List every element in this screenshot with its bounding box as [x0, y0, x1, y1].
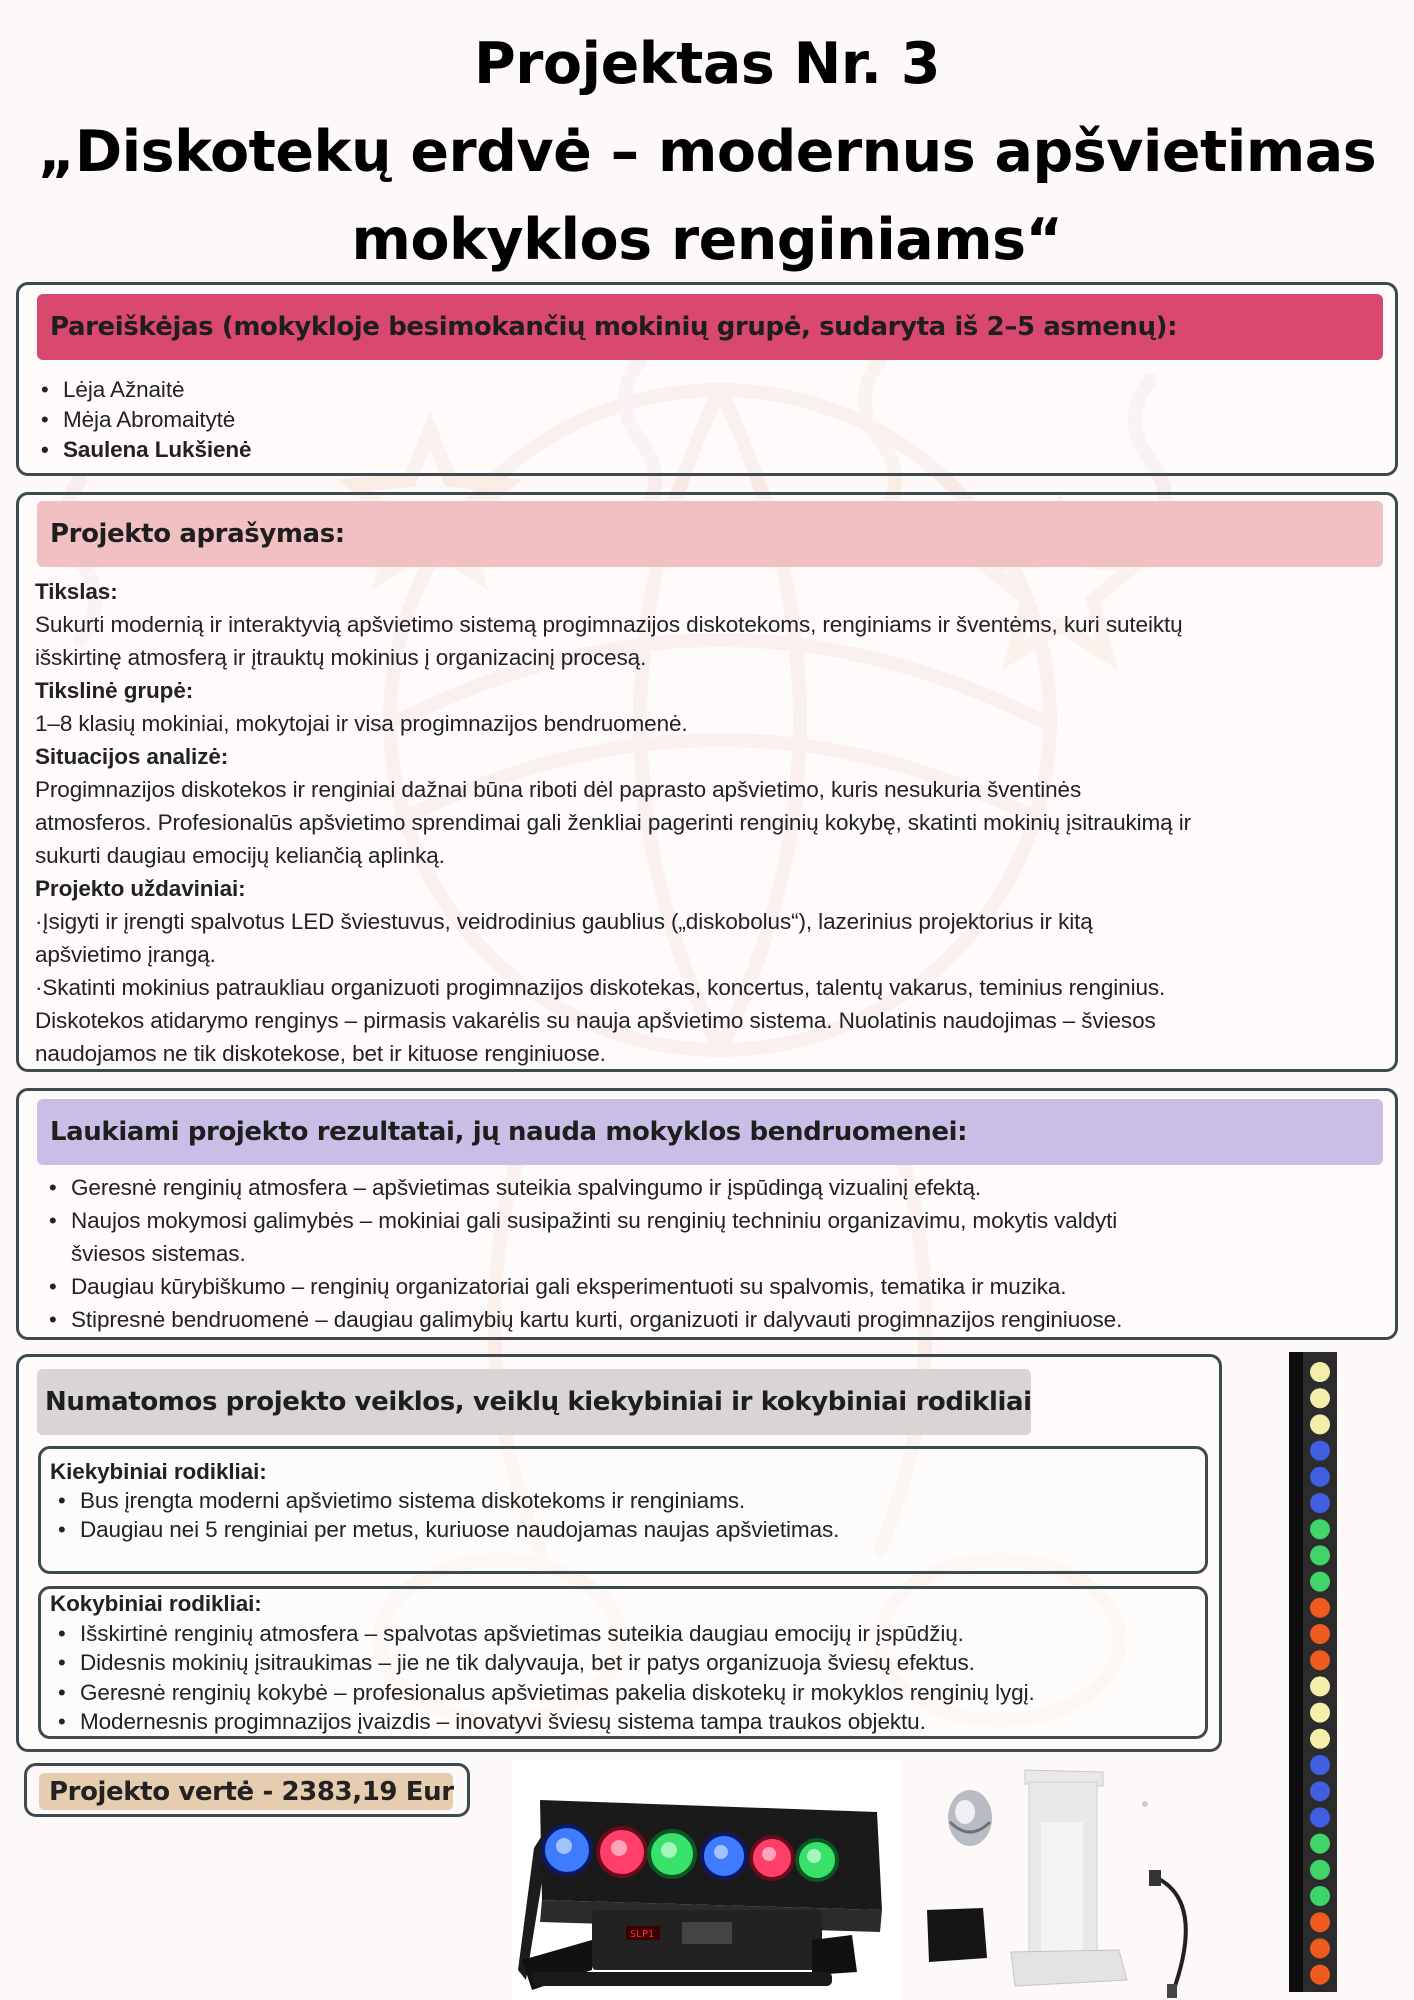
- led-dot: [1310, 1598, 1330, 1618]
- led-bar-icon: [512, 1760, 902, 2000]
- tasks-text-line: ·Įsigyti ir įrengti spalvotus LED šviestuvus, veidrodinius gaublius („diskobolus“), lazerinius projektorius ir kitą: [35, 909, 1093, 934]
- situation-label: Situacijos analizė:: [35, 744, 229, 769]
- quantitative-indicators-box: [38, 1446, 1208, 1574]
- qualitative-item: • Modernesnis progimnazijos įvaizdis – inovatyvi šviesų sistema tampa traukos objektu.: [50, 1707, 1035, 1737]
- led-dot: [1310, 1860, 1330, 1880]
- goal-label: Tikslas:: [35, 579, 118, 604]
- situation-text-line: atmosferos. Profesionalūs apšvietimo sprendimai gali ženkliai pagerinti renginių kokybę, skatinti mokinių įsitraukimą ir: [35, 810, 1192, 835]
- qualitative-item: • Išskirtinė renginių atmosfera – spalvotas apšvietimas suteikia daugiau emocijų ir įspūdžių.: [50, 1619, 1035, 1649]
- title-line-3: mokyklos renginiams“: [351, 207, 1063, 273]
- led-dot: [1310, 1807, 1330, 1827]
- led-dot: [1310, 1388, 1330, 1408]
- results-header: Laukiami projekto rezultatai, jų nauda mokyklos bendruomenei:: [37, 1099, 1383, 1165]
- quantitative-body: [50, 1457, 839, 1544]
- description-section: [16, 492, 1398, 1072]
- result-item: • Geresnė renginių atmosfera – apšvietimas suteikia spalvingumo ir įspūdingą vizualinį efektą.: [41, 1171, 1381, 1204]
- goal-text-line: Sukurti modernią ir interaktyvią apšvietimo sistemą progimnazijos diskotekoms, renginiams ir šventėms, kuri suteiktų: [35, 612, 1183, 637]
- title-line-1: Projektas Nr. 3: [474, 31, 940, 97]
- title-line-2: „Diskotekų erdvė – modernus apšvietimas: [37, 119, 1377, 185]
- qualitative-indicators-box: [38, 1586, 1208, 1739]
- led-dot: [1310, 1572, 1330, 1592]
- quantitative-item: • Daugiau nei 5 renginiai per metus, kuriuose naudojamas naujas apšvietimas.: [50, 1515, 839, 1544]
- vertical-led-bar-icon: [1285, 1352, 1347, 1992]
- quantitative-list: [50, 1486, 839, 1544]
- qualitative-item: • Geresnė renginių kokybė – profesionalus apšvietimas pakelia diskotekų ir mokyklos renginių lygį.: [50, 1678, 1035, 1708]
- results-list: [41, 1171, 1381, 1336]
- description-body: [35, 575, 1385, 1070]
- tasks-text-line: apšvietimo įrangą.: [35, 942, 216, 967]
- target-group-label: Tikslinė grupė:: [35, 678, 194, 703]
- vertical-led-bar-image: [1285, 1352, 1347, 1992]
- led-bar-light-image: [512, 1760, 902, 2000]
- disco-ball-stand-image: [905, 1762, 1235, 2000]
- led-dot: [1310, 1703, 1330, 1723]
- applicant-header: Pareiškėjas (mokykloje besimokančių mokinių grupė, sudaryta iš 2–5 asmenų):: [37, 294, 1383, 360]
- goal-text-line: išskirtinę atmosferą ir įtrauktų mokinius į organizacinį procesą.: [35, 645, 647, 670]
- led-dot: [1310, 1362, 1330, 1382]
- led-dot: [1310, 1886, 1330, 1906]
- tasks-text-line: ·Skatinti mokinius patraukliau organizuoti progimnazijos diskotekas, koncertus, talentų vakarus, teminius renginius.: [35, 975, 1166, 1000]
- qualitative-label: Kokybiniai rodikliai:: [50, 1591, 262, 1616]
- member-item: • Mėja Abromaitytė: [33, 405, 251, 435]
- result-item: • Naujos mokymosi galimybės – mokiniai gali susipažinti su renginių techniniu organizavimu, mokytis valdyti: [41, 1204, 1381, 1237]
- led-dot: [1310, 1834, 1330, 1854]
- activities-section: [16, 1354, 1222, 1752]
- quantitative-label: Kiekybiniai rodikliai:: [50, 1459, 267, 1484]
- description-header: Projekto aprašymas:: [37, 501, 1383, 567]
- led-dot: [1310, 1493, 1330, 1513]
- tasks-text-line: naudojamos ne tik diskotekose, bet ir kituose renginiuose.: [35, 1041, 606, 1066]
- results-section: [16, 1088, 1398, 1340]
- member-item: • Saulena Lukšienė: [33, 435, 251, 465]
- qualitative-body: [50, 1589, 1035, 1737]
- led-dot: [1310, 1414, 1330, 1434]
- tasks-text-line: Diskotekos atidarymo renginys – pirmasis vakarėlis su nauja apšvietimo sistema. Nuolatinis naudojimas – šviesos: [35, 1008, 1156, 1033]
- quantitative-item: • Bus įrengta moderni apšvietimo sistema diskotekoms ir renginiams.: [50, 1486, 839, 1515]
- applicant-members-list: [33, 375, 251, 465]
- qualitative-list: [50, 1619, 1035, 1737]
- project-value-label: Projekto vertė - 2383,19 Eur: [39, 1773, 453, 1810]
- led-dot: [1310, 1441, 1330, 1461]
- led-dot: [1310, 1676, 1330, 1696]
- page-title: [0, 20, 1414, 284]
- led-dot: [1310, 1519, 1330, 1539]
- led-dot: [1310, 1938, 1330, 1958]
- led-dot: [1310, 1965, 1330, 1985]
- project-value-box: [24, 1763, 470, 1817]
- led-dot: [1310, 1624, 1330, 1644]
- result-item: • Daugiau kūrybiškumo – renginių organizatoriai gali eksperimentuoti su spalvomis, tematika ir muzika.: [41, 1270, 1381, 1303]
- disco-ball-set-icon: [905, 1762, 1235, 2000]
- result-item-continuation: šviesos sistemas.: [71, 1241, 246, 1266]
- led-dot: [1310, 1781, 1330, 1801]
- applicant-section: [16, 282, 1398, 476]
- target-group-text: 1–8 klasių mokiniai, mokytojai ir visa progimnazijos bendruomenė.: [35, 711, 688, 736]
- tasks-label: Projekto uždaviniai:: [35, 876, 246, 901]
- led-dot: [1310, 1729, 1330, 1749]
- led-dot: [1310, 1650, 1330, 1670]
- led-dot: [1310, 1912, 1330, 1932]
- situation-text-line: sukurti daugiau emocijų keliančią aplinką.: [35, 843, 445, 868]
- result-item: • Stipresnė bendruomenė – daugiau galimybių kartu kurti, organizuoti ir dalyvauti progimnazijos renginiuose.: [41, 1303, 1381, 1336]
- led-dot: [1310, 1545, 1330, 1565]
- led-dot: [1310, 1467, 1330, 1487]
- activities-header: Numatomos projekto veiklos, veiklų kiekybiniai ir kokybiniai rodikliai: [37, 1369, 1031, 1435]
- led-dot: [1310, 1755, 1330, 1775]
- situation-text-line: Progimnazijos diskotekos ir renginiai dažnai būna riboti dėl paprasto apšvietimo, kuris nesukuria šventinės: [35, 777, 1082, 802]
- svg-text:SLP1: SLP1: [630, 1929, 655, 1940]
- qualitative-item: • Didesnis mokinių įsitraukimas – jie ne tik dalyvauja, bet ir patys organizuoja šviesų efektus.: [50, 1648, 1035, 1678]
- member-item: • Lėja Ažnaitė: [33, 375, 251, 405]
